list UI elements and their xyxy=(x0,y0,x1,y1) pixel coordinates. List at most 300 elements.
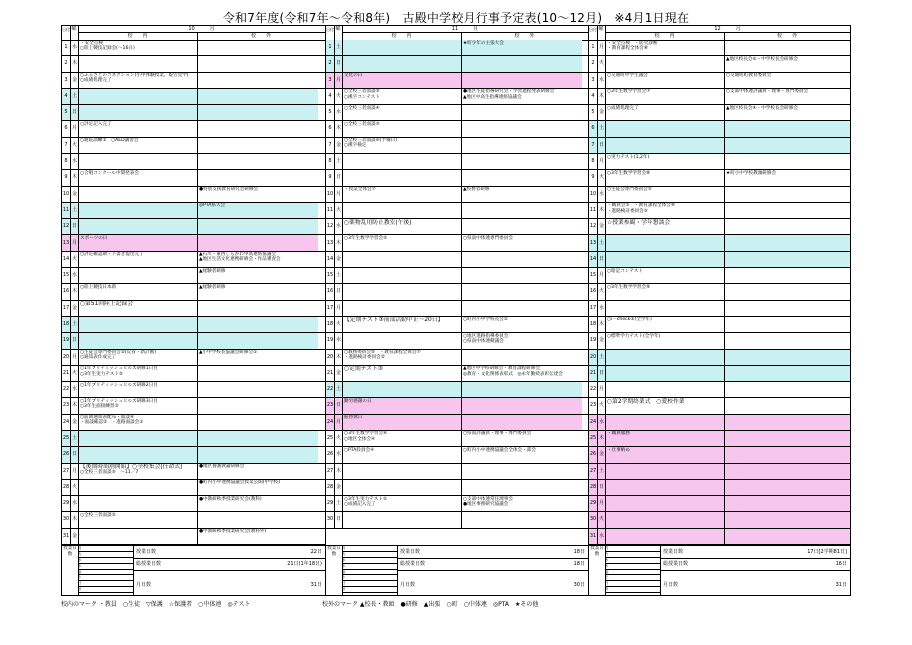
inside-event: ○3年生実力テスト⑤ xyxy=(80,371,124,377)
day-of-week: 日 xyxy=(597,480,605,495)
inside-events xyxy=(342,89,461,104)
inside-events xyxy=(342,268,461,283)
day-row xyxy=(62,89,325,105)
summary-weekday-grid xyxy=(78,546,134,595)
inside-events xyxy=(605,219,724,234)
day-row xyxy=(62,496,325,512)
day-number: 15 xyxy=(589,272,597,279)
day-number: 29 xyxy=(589,496,597,511)
inside-events xyxy=(605,187,724,202)
outside-events xyxy=(461,366,582,381)
day-row xyxy=(326,447,588,463)
day-number: 20 xyxy=(589,350,597,365)
outside-events xyxy=(197,89,318,104)
day-of-week: 日 xyxy=(70,105,78,120)
inside-events xyxy=(78,187,197,202)
inside-event: ○3年生実力テスト⑤ xyxy=(344,496,388,502)
outside-events xyxy=(197,496,318,511)
day-number: 30 xyxy=(62,516,70,523)
day-number: 23 xyxy=(62,402,70,409)
inside-events xyxy=(342,301,461,316)
outside-events xyxy=(461,252,582,267)
day-of-week: 木 xyxy=(70,170,78,185)
day-of-week: 月 xyxy=(597,382,605,397)
summary-row xyxy=(397,558,588,571)
day-number: 12 xyxy=(589,223,597,230)
outside-events xyxy=(461,464,582,479)
day-row xyxy=(62,301,325,317)
inside-event: ・安全点検 ・防火診断 xyxy=(607,40,658,46)
outside-event: ○交通町町教育委員会 xyxy=(726,73,772,79)
month-header xyxy=(326,26,588,41)
day-row xyxy=(62,366,325,382)
day-number: 5 xyxy=(591,109,595,116)
outside-events xyxy=(461,398,582,413)
day-row xyxy=(589,512,850,528)
outside-events xyxy=(197,529,318,544)
inside-event: ・職員会⑤ ・教育課程全体会⑨ xyxy=(607,203,675,209)
inside-event: ○第51回陸上記録会 xyxy=(80,301,134,308)
day-number: 26 xyxy=(62,447,70,462)
day-number: 13 xyxy=(326,239,334,246)
inside-event: スポーツの日 xyxy=(80,235,108,241)
inside-event: 【定期テスト③前部活動中止～20日】 xyxy=(344,317,444,324)
day-number: 26 xyxy=(589,447,597,462)
outside-event: ○県南中体連専門委員会 xyxy=(463,235,513,241)
summary-weekday-row: 月 xyxy=(342,546,397,552)
day-of-week: 木 xyxy=(70,56,78,71)
outside-event: ★町小中学校教頭研修会 xyxy=(726,170,777,176)
summary-key: 総授業日数 xyxy=(136,561,162,567)
header-outside: 校 外 xyxy=(514,33,535,39)
inside-events xyxy=(78,40,197,55)
day-of-week: 水 xyxy=(597,187,605,202)
inside-event: ○薬物乱用防止教室(午後) xyxy=(344,219,412,226)
day-number: 9 xyxy=(591,174,595,181)
day-row xyxy=(589,203,850,219)
outside-event: ●中教研秋季授業研究会(教科外) xyxy=(199,529,267,535)
day-row xyxy=(326,398,588,414)
month-header xyxy=(62,26,325,41)
inside-events xyxy=(605,464,724,479)
day-of-week: 金 xyxy=(70,187,78,202)
summary-weekday-row: 金 xyxy=(605,570,660,576)
day-number: 27 xyxy=(326,467,334,474)
inside-event: ○漢字コンテスト xyxy=(344,94,380,100)
inside-events xyxy=(605,529,724,544)
day-of-week: 木 xyxy=(70,398,78,413)
day-of-week: 金 xyxy=(597,447,605,462)
day-number: 24 xyxy=(326,415,334,430)
day-number: 27 xyxy=(589,464,597,479)
outside-events xyxy=(197,480,318,495)
inside-event: ○漢字検定 xyxy=(344,143,367,149)
header-divider xyxy=(342,32,588,33)
outside-events xyxy=(197,154,318,169)
day-row xyxy=(326,512,588,528)
day-of-week: 木 xyxy=(334,464,342,479)
inside-event: ○通院訓練② ○AED講習会 xyxy=(80,138,139,144)
outside-events xyxy=(724,219,850,234)
day-of-week: 金 xyxy=(70,529,78,544)
day-number: 1 xyxy=(591,44,595,51)
inside-events xyxy=(342,121,461,136)
day-of-week: 月 xyxy=(597,268,605,283)
month-name: 11 月 xyxy=(451,26,479,32)
outside-events xyxy=(461,382,582,397)
inside-event: ○3年生数学学習会⑨ xyxy=(607,284,651,290)
outside-event: ○県南中体連競議会 xyxy=(463,338,504,344)
outside-events xyxy=(197,121,318,136)
day-row xyxy=(62,268,325,284)
summary-values xyxy=(133,546,325,595)
day-row xyxy=(589,284,850,300)
summary-weekday-row: 計 xyxy=(78,587,133,593)
outside-events xyxy=(197,268,318,283)
day-of-week: 水 xyxy=(70,382,78,397)
inside-event: ○実力テスト(1,2年) xyxy=(607,154,650,160)
day-number: 19 xyxy=(326,337,334,344)
header-line xyxy=(78,26,79,40)
outside-events xyxy=(197,512,318,527)
day-row xyxy=(326,235,588,251)
inside-event: ○生徒会専門委員会②(反省・新計画) xyxy=(80,350,157,356)
day-of-week: 月 xyxy=(597,154,605,169)
month-block-3 xyxy=(588,26,850,595)
inside-event: ○前期通知表配布・面談④ xyxy=(80,415,135,421)
inside-events xyxy=(342,105,461,120)
header-inside: 校 内 xyxy=(127,33,148,39)
inside-events xyxy=(342,350,461,365)
day-of-week: 火 xyxy=(597,284,605,299)
day-row xyxy=(62,447,325,463)
inside-event: 文化の日 xyxy=(344,73,363,79)
header-divider xyxy=(78,32,325,33)
day-number: 19 xyxy=(62,333,70,348)
outside-events xyxy=(724,333,850,348)
day-row xyxy=(589,56,850,72)
day-number: 16 xyxy=(326,288,334,295)
summary-weekday-row: 火 xyxy=(342,552,397,558)
outside-events xyxy=(724,56,850,71)
inside-events xyxy=(342,415,461,430)
summary-values xyxy=(660,546,850,595)
outside-event: ●地区生徒指導研究会・学習過程発表研修会 xyxy=(463,89,555,95)
day-row xyxy=(589,138,850,154)
day-of-week: 水 xyxy=(334,105,342,120)
day-number: 29 xyxy=(62,500,70,507)
outside-event: ▲地区生活文化連携研修会・作品審査会 xyxy=(199,257,281,263)
month-block-2 xyxy=(325,26,588,595)
outside-event: ○町内小中連携協議会全体会・部会 xyxy=(463,447,536,453)
inside-events xyxy=(78,333,197,348)
day-row xyxy=(326,333,588,349)
outside-events xyxy=(197,447,318,462)
day-row xyxy=(62,350,325,366)
inside-event: ○1年ブリティッシュヒルズ研修1日目 xyxy=(80,366,158,372)
header-inside: 校 内 xyxy=(391,33,412,39)
outside-events xyxy=(724,464,850,479)
inside-events xyxy=(605,105,724,120)
day-of-week: 水 xyxy=(70,40,78,55)
inside-events xyxy=(78,138,197,153)
outside-event: ▲校務者研修 xyxy=(463,187,490,193)
inside-event: 振替休日 xyxy=(344,415,363,421)
day-row xyxy=(62,317,325,333)
outside-events xyxy=(197,366,318,381)
inside-event: ○3年生数学学習会⑥ xyxy=(344,431,388,437)
inside-events xyxy=(605,398,724,413)
inside-events xyxy=(605,512,724,527)
day-number: 20 xyxy=(62,353,70,360)
inside-events xyxy=(605,121,724,136)
day-row xyxy=(326,382,588,398)
inside-events xyxy=(605,284,724,299)
summary-row xyxy=(660,558,850,571)
inside-events xyxy=(342,464,461,479)
day-of-week: 火 xyxy=(597,170,605,185)
outside-events xyxy=(461,496,582,511)
day-row xyxy=(589,317,850,333)
header-line xyxy=(70,26,71,40)
day-number: 3 xyxy=(591,76,595,83)
inside-events xyxy=(342,203,461,218)
inside-event: ○i－check②(全学年) xyxy=(607,317,652,323)
header-outside: 校 外 xyxy=(776,33,797,39)
day-of-week: 日 xyxy=(70,333,78,348)
day-number: 28 xyxy=(589,480,597,495)
day-number: 18 xyxy=(62,317,70,332)
day-row xyxy=(326,268,588,284)
schedule-table xyxy=(61,25,851,596)
day-of-week: 水 xyxy=(70,268,78,283)
day-row xyxy=(326,73,588,89)
inside-event: ○定期テスト③ xyxy=(344,366,384,373)
inside-event: ○地区全体会④ xyxy=(344,436,376,442)
inside-events xyxy=(78,121,197,136)
inside-events xyxy=(342,512,461,527)
day-of-week: 水 xyxy=(597,529,605,544)
outside-events xyxy=(724,170,850,185)
day-row xyxy=(589,40,850,56)
outside-events xyxy=(724,366,850,381)
outside-event: ▲経験者研修 xyxy=(199,284,226,290)
inside-event: ○評定確認期・下書き提出完了 xyxy=(80,252,144,258)
day-number: 8 xyxy=(64,158,68,165)
day-of-week: 日 xyxy=(334,512,342,527)
day-row xyxy=(589,170,850,186)
day-row xyxy=(62,187,325,203)
day-row xyxy=(589,187,850,203)
inside-events xyxy=(342,480,461,495)
day-row xyxy=(62,431,325,447)
outside-events xyxy=(197,350,318,365)
header-line xyxy=(724,32,725,40)
outside-events xyxy=(461,170,582,185)
inside-event: ○全校三者面談⑥(予備日) xyxy=(344,138,398,144)
day-row xyxy=(589,496,850,512)
inside-event: ○全校三者面談⑤ ～11／7 xyxy=(80,470,139,476)
inside-events xyxy=(78,154,197,169)
outside-events xyxy=(197,317,318,332)
outside-events xyxy=(461,73,582,88)
day-number: 20 xyxy=(326,353,334,360)
inside-event: ○成績記入完了 xyxy=(344,501,376,507)
summary-weekday-row: 土 xyxy=(78,575,133,581)
day-number: 6 xyxy=(64,125,68,132)
outside-events xyxy=(461,317,582,332)
day-row xyxy=(589,219,850,235)
day-of-week: 木 xyxy=(70,512,78,527)
inside-event: ○合唱コンクール中間発表会 xyxy=(80,170,139,176)
inside-events xyxy=(342,398,461,413)
day-row xyxy=(589,398,850,414)
day-of-week: 水 xyxy=(334,333,342,348)
summary-key: 総授業日数 xyxy=(400,561,426,567)
inside-event: ・進路検討委員会⑤ xyxy=(607,208,648,214)
day-of-week: 水 xyxy=(334,219,342,234)
outside-events xyxy=(724,317,850,332)
day-of-week: 木 xyxy=(70,284,78,299)
outside-events xyxy=(197,415,318,430)
inside-events xyxy=(78,415,197,430)
inside-events xyxy=(78,219,197,234)
day-row xyxy=(326,496,588,512)
inside-event: ○標準学力テスト(全学年) xyxy=(607,333,661,339)
inside-events xyxy=(605,301,724,316)
day-of-week: 土 xyxy=(597,464,605,479)
outside-event: ○地区進路指導委員会 xyxy=(463,333,509,339)
inside-events xyxy=(342,252,461,267)
outside-events xyxy=(724,382,850,397)
outside-events xyxy=(724,252,850,267)
day-number: 27 xyxy=(62,467,70,474)
outside-events xyxy=(724,203,850,218)
inside-event: ○3年生数学学習会⑧ xyxy=(607,170,651,176)
outside-events xyxy=(461,235,582,250)
day-of-week: 土 xyxy=(334,40,342,55)
inside-events xyxy=(342,235,461,250)
day-of-week: 水 xyxy=(70,496,78,511)
day-number: 17 xyxy=(589,304,597,311)
day-number: 3 xyxy=(64,76,68,83)
day-row xyxy=(326,187,588,203)
outside-events xyxy=(461,480,582,495)
outside-events xyxy=(724,154,850,169)
outside-event: ○支部中体連評議員・理事・専門委員会 xyxy=(726,89,809,95)
day-number: 9 xyxy=(328,174,332,181)
day-row xyxy=(589,415,850,431)
day-row xyxy=(326,105,588,121)
day-number: 2 xyxy=(64,60,68,67)
outside-event: ◎PTA県大会 xyxy=(199,203,226,209)
day-of-week: 土 xyxy=(70,431,78,446)
day-of-week: 月 xyxy=(334,73,342,88)
outside-events xyxy=(461,284,582,299)
outside-events xyxy=(724,447,850,462)
inside-event: ○3年生面接練習③ xyxy=(80,404,119,410)
page-title: 令和7年度(令和7年～令和8年) 古殿中学校月行事予定表(10～12月) ※4月1日現在 xyxy=(222,11,690,25)
day-of-week: 金 xyxy=(334,252,342,267)
day-row xyxy=(326,317,588,333)
outside-events xyxy=(461,138,582,153)
day-number: 10 xyxy=(589,190,597,197)
inside-events xyxy=(78,317,197,332)
day-of-week: 日 xyxy=(70,447,78,462)
inside-events xyxy=(78,235,197,250)
day-row xyxy=(326,415,588,431)
day-of-week: 土 xyxy=(70,203,78,218)
outside-events xyxy=(461,431,582,446)
legend-inside: 校内のマーク ・教員 ○生徒 ▽保護 ☆保護者 ○中体連 ◎テスト xyxy=(61,601,251,608)
inside-event: ○生徒会専門委員会⑤ xyxy=(607,187,652,193)
summary-value: 18日 xyxy=(573,549,585,555)
day-number: 15 xyxy=(62,272,70,279)
day-of-week: 土 xyxy=(70,317,78,332)
outside-event: ◎教育・文化関係表彰式 ◎永年勤続表彰伝達会 xyxy=(463,371,563,377)
day-of-week: 日 xyxy=(334,398,342,413)
inside-events xyxy=(78,56,197,71)
day-number: 3 xyxy=(326,73,334,88)
inside-event: 勤労感謝の日 xyxy=(344,398,372,404)
inside-events xyxy=(342,284,461,299)
day-of-week: 日 xyxy=(334,56,342,71)
day-row xyxy=(62,73,325,89)
outside-events xyxy=(724,496,850,511)
summary-weekday-row: 金 xyxy=(342,570,397,576)
day-number: 23 xyxy=(589,402,597,409)
day-of-week: 水 xyxy=(597,301,605,316)
day-number: 29 xyxy=(326,500,334,507)
outside-event: ●特別支援教育研究会研修会 xyxy=(199,187,259,193)
outside-events xyxy=(197,333,318,348)
summary-key: 月日数 xyxy=(136,582,152,588)
outside-events xyxy=(197,235,318,250)
month-summary xyxy=(589,545,850,595)
day-of-week: 火 xyxy=(70,366,78,381)
summary-row xyxy=(133,576,325,594)
day-of-week: 日 xyxy=(70,219,78,234)
summary-weekday-row: 水 xyxy=(605,558,660,564)
outside-events xyxy=(197,219,318,234)
inside-events xyxy=(605,73,724,88)
day-number: 25 xyxy=(589,431,597,446)
inside-event: ○成績処理完了 xyxy=(607,105,639,111)
day-number: 7 xyxy=(64,141,68,148)
day-of-week: 土 xyxy=(334,382,342,397)
day-of-week: 日 xyxy=(334,170,342,185)
inside-events xyxy=(78,170,197,185)
day-row xyxy=(62,333,325,349)
outside-event: ▲地区校長会④・中学校長会研修会 xyxy=(726,105,798,111)
day-row xyxy=(326,431,588,447)
day-of-week: 火 xyxy=(70,138,78,153)
inside-events xyxy=(342,431,461,446)
outside-events xyxy=(461,89,582,104)
day-row xyxy=(62,105,325,121)
inside-event: ○陸上競技日本新 xyxy=(80,284,117,290)
summary-row xyxy=(133,558,325,571)
inside-events xyxy=(605,138,724,153)
day-number: 30 xyxy=(589,512,597,527)
inside-events xyxy=(342,447,461,462)
day-row xyxy=(62,480,325,496)
inside-event: ○全校三者面談② xyxy=(80,512,116,518)
day-row xyxy=(62,56,325,72)
day-of-week: 土 xyxy=(597,350,605,365)
day-number: 2 xyxy=(326,56,334,71)
outside-events xyxy=(461,333,582,348)
